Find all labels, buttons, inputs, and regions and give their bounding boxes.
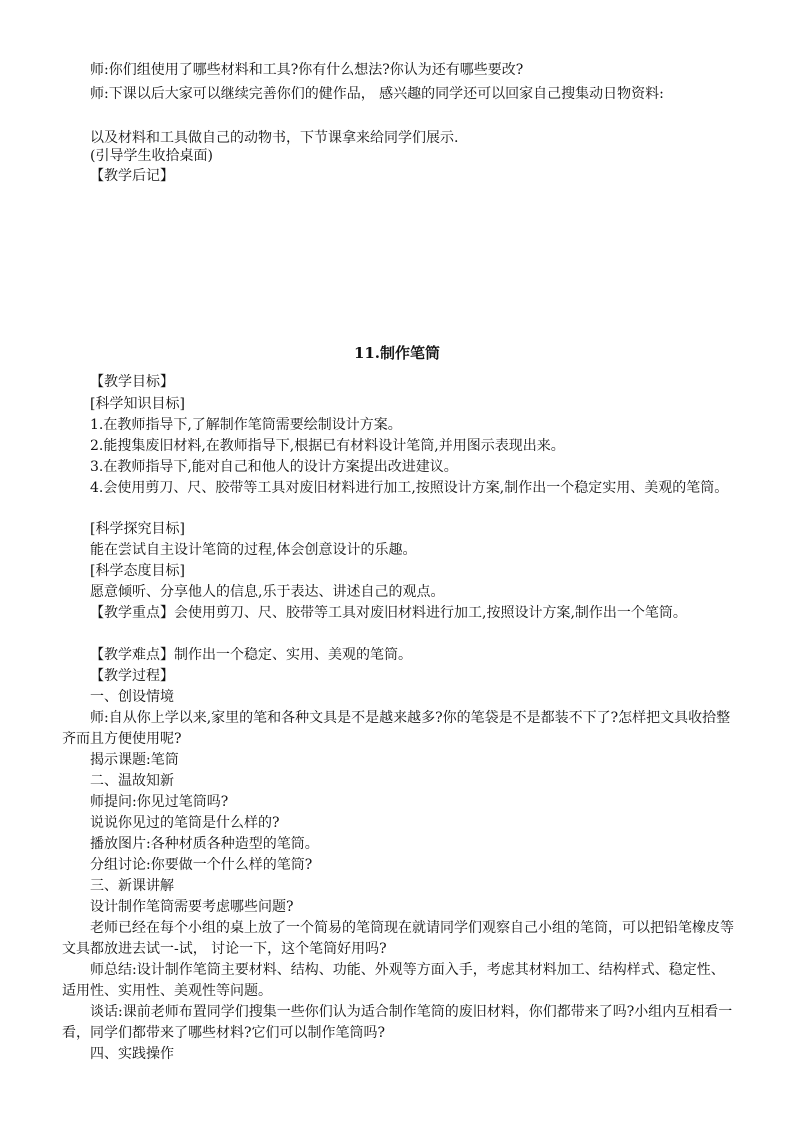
text-line: 播放图片:各种材质各种造型的笔筒。 (90, 836, 319, 852)
text-line: 以及材料和工具做自己的动物书，下节课拿来给同学们展示. (90, 130, 459, 146)
difficulty: 【教学难点】制作出一个稳定、实用、美观的笔筒。 (90, 647, 412, 663)
text-line: 愿意倾听、分享他人的信息,乐于表达、讲述自己的观点。 (90, 584, 445, 600)
list-item: 3.在教师指导下,能对自己和他人的设计方案提出改进建议。 (90, 459, 458, 475)
part-heading: 三、新课讲解 (90, 878, 174, 894)
text-line: 师:你们组使用了哪些材料和工具?你有什么想法?你认为还有哪些要改? (90, 62, 524, 78)
part-heading: 四、实践操作 (90, 1046, 174, 1062)
text-paragraph: 老师已经在每个小组的桌上放了一个简易的笔筒现在就请同学们观察自己小组的笔筒，可以把铅笔橡皮等文具都放进去试一-试， 讨论一下，这个笔筒好用吗? (62, 920, 734, 957)
subsection-heading: [科学态度目标] (90, 563, 185, 579)
subsection-heading: [科学知识目标] (90, 396, 185, 412)
section-heading: 【教学过程】 (90, 668, 174, 684)
text-line: (引导学生收拾桌面) (90, 148, 213, 164)
part-heading: 二、温故知新 (90, 773, 174, 789)
text-paragraph: 师:下课以后大家可以继续完善你们的健作品， 感兴趣的同学还可以回家自己搜集动日物资料: (90, 86, 664, 102)
text-line: 说说你见过的笔筒是什么样的? (90, 815, 280, 831)
section-heading: 【教学后记】 (90, 168, 174, 184)
list-item: 1.在教师指导下,了解制作笔筒需要绘制设计方案。 (90, 417, 402, 433)
list-item: 4.会使用剪刀、尺、胶带等工具对废旧材料进行加工,按照设计方案,制作出一个稳定实用、美观的笔筒。 (90, 480, 729, 496)
text-line: 能在尝试自主设计笔筒的过程,体会创意设计的乐趣。 (90, 542, 417, 558)
list-item: 2.能搜集废旧材料,在教师指导下,根据已有材料设计笔筒,并用图示表现出来。 (90, 438, 565, 454)
key-point: 【教学重点】会使用剪刀、尺、胶带等工具对废旧材料进行加工,按照设计方案,制作出一个笔筒。 (90, 605, 687, 621)
text-line: 师提问:你见过笔筒吗? (90, 794, 229, 810)
lesson-title: 11.制作笔筒 (353, 344, 441, 362)
text-line: 设计制作笔筒需要考虑哪些问题? (90, 899, 294, 915)
text-paragraph: 谈话:课前老师布置同学们搜集一些你们认为适合制作笔筒的废旧材料，你们都带来了吗?小组内互相看一看，同学们都带来了哪些材料?它们可以制作笔筒吗? (62, 1004, 733, 1041)
part-heading: 一、创设情境 (90, 689, 174, 705)
section-heading: 【教学目标】 (90, 374, 174, 390)
text-paragraph: 师:自从你上学以来,家里的笔和各种文具是不是越来越多?你的笔袋是不是都装不下了?怎样把文具收拾整齐而且方便使用呢? (62, 710, 731, 747)
text-line: 揭示课题:笔筒 (90, 752, 179, 768)
text-line: 分组讨论:你要做一个什么样的笔筒? (90, 857, 313, 873)
subsection-heading: [科学探究目标] (90, 521, 185, 537)
text-paragraph: 师总结:设计制作笔筒主要材料、结构、功能、外观等方面入手，考虑其材料加工、结构样式、稳定性、适用性、实用性、美观性等问题。 (62, 962, 725, 999)
